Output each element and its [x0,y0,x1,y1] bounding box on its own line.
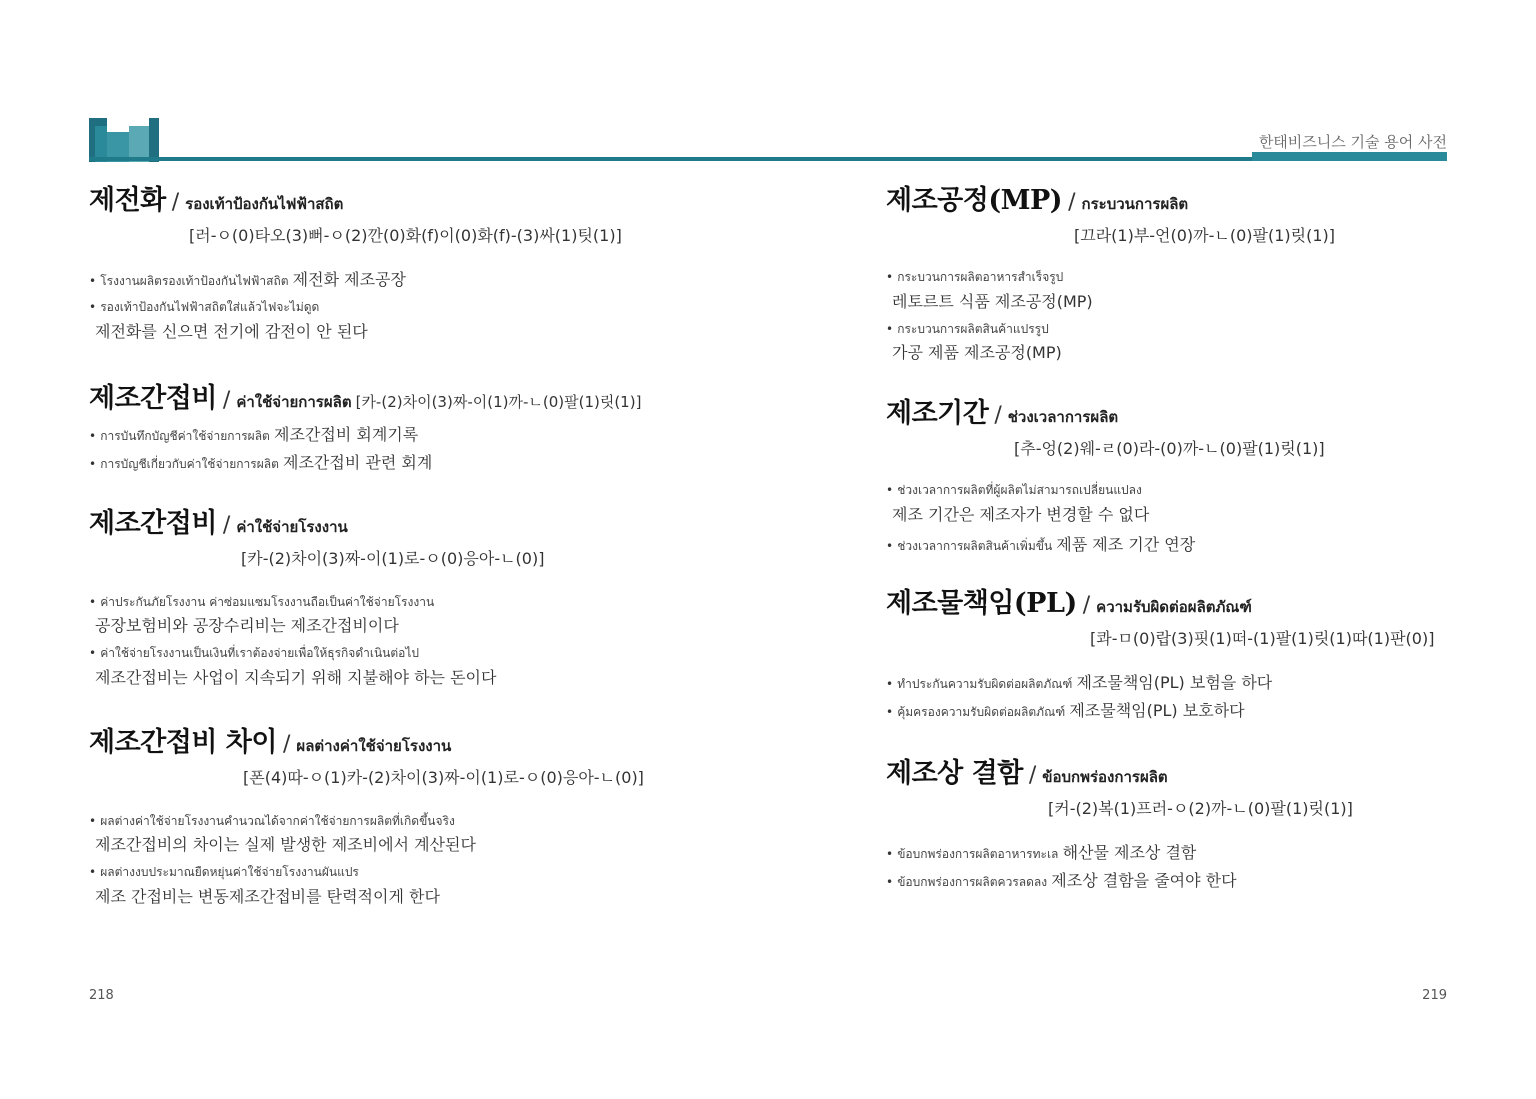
example-item: • กระบวนการผลิตอาหารสำเร็จรูป 레토르트 식품 제조공정(MP) [886,270,1093,311]
entry-thai-term: ช่วงเวลาการผลิต [1007,408,1119,426]
header-title-underline [1252,152,1447,161]
page-header [0,0,1536,170]
entry-pronunciation: [러-ㅇ(0)타오(3)뻐-ㅇ(2)깐(0)화(f)이(0)화(f)-(3)싸(1)팃(1)] [189,226,622,245]
page-number-right: 219 [1422,988,1447,1003]
dictionary-entry: 제조간접비 차이 / ผลต่างค่าใช้จ่ายโรงงาน [폰(4)따-ㅇ(1)카-(2)차이(3)짜-이(1)로-ㅇ(0)응아-ㄴ(0)] • ผลต่างค่าใช้จ่ายโรงงานคำนวณได้จากค่าใช้จ่ายการผลิตที่เกิดขึ้นจริง 제조간접비의 차이는 실제 발생한 제조비에서 계산된다 • ผลต่างงบประมาณยืดหยุ่นค่าใช้จ่ายโรงงานผันแปร 제조 간접비는 변동제조간접비를 탄력적이게 한다 [89,720,679,909]
book-title: 한태비즈니스 기술 용어 사전 [1258,133,1447,151]
entry-pronunciation: [카-(2)차이(3)짜-이(1)로-ㅇ(0)응아-ㄴ(0)] [241,548,545,568]
entry-thai-term: กระบวนการผลิต [1081,195,1189,213]
example-item: • รองเท้าป้องกันไฟฟ้าสถิตใส่แล้วไฟจะไม่ดูด 제전화를 신으면 전기에 감전이 안 된다 [89,300,368,341]
example-item: • ช่วงเวลาการผลิตที่ผู้ผลิตไม่สามารถเปลี่ยนแปลง 제조 기간은 제조자가 변경할 수 없다 [886,483,1150,524]
book-logo-icon [89,118,159,162]
entry-thai-term: ความรับผิดต่อผลิตภัณฑ์ [1096,597,1252,616]
example-item: • ข้อบกพร่องการผลิตควรลดลง 제조상 결함을 줄여야 한다 [886,870,1237,890]
example-item: • คุ้มครองความรับผิดต่อผลิตภัณฑ์ 제조물책임(PL) 보호하다 [886,700,1245,720]
entry-thai-term: ค่าใช้จ่ายการผลิต [236,392,352,411]
dictionary-entry: 제조간접비 / ค่าใช้จ่ายการผลิต [카-(2)차이(3)짜-이(1)까-ㄴ(0)팔(1)릿(1)] • การบันทึกบัญชีค่าใช้จ่ายการผลิต 제조간접비 회계기록 • การบัญชีเกี่ยวกับค่าใช้จ่ายการผลิต 제조간접비 관련 회계 [89,376,679,475]
entry-term: 제조상 결함 [886,757,1023,789]
example-item: • ทำประกันความรับผิดต่อผลิตภัณฑ์ 제조물책임(PL) 보험을 하다 [886,672,1273,692]
entry-term: 제조간접비 [89,382,217,414]
dictionary-entry: 제조공정(MP) / กระบวนการผลิต [끄라(1)부-언(0)까-ㄴ(0)팔(1)릿(1)] • กระบวนการผลิตอาหารสำเร็จรูป 레토르트 식품 제조공정(MP) • กระบวนการผลิตสินค้าแปรรูป 가공 제품 제조공정(MP) [886,178,1476,365]
example-item: • การบันทึกบัญชีค่าใช้จ่ายการผลิต 제조간접비 회계기록 [89,424,419,444]
entry-pronunciation: [카-(2)차이(3)짜-이(1)까-ㄴ(0)팔(1)릿(1)] [355,392,642,411]
entry-pronunciation: [콰-ㅁ(0)랍(3)핏(1)떠-(1)팔(1)릿(1)따(1)판(0)] [1090,628,1435,648]
entry-term: 제조기간 [886,398,989,429]
dictionary-entry: 제조상 결함 / ข้อบกพร่องการผลิต [커-(2)복(1)프러-ㅇ(2)까-ㄴ(0)팔(1)릿(1)] • ข้อบกพร่องการผลิตอาหารทะเล 해산물 제조상 결함 • ข้อบกพร่องการผลิตควรลดลง 제조상 결함을 줄여야 한다 [886,751,1476,893]
example-item: • ผลต่างงบประมาณยืดหยุ่นค่าใช้จ่ายโรงงานผันแปร 제조 간접비는 변동제조간접비를 탄력적이게 한다 [89,865,440,906]
example-item: • ช่วงเวลาการผลิตสินค้าเพิ่มขึ้น 제품 제조 기간 연장 [886,534,1196,554]
example-item: • ค่าใช้จ่ายโรงงานเป็นเงินที่เราต้องจ่ายเพื่อให้ธุรกิจดำเนินต่อไป 제조간접비는 사업이 지속되기 위해 지불해야 하는 돈이다 [89,646,497,687]
entry-term: 제조공정(MP) [886,185,1063,216]
entry-pronunciation: [끄라(1)부-언(0)까-ㄴ(0)팔(1)릿(1)] [1074,226,1335,245]
dictionary-entry: 제조물책임(PL) / ความรับผิดต่อผลิตภัณฑ์ [콰-ㅁ(0)랍(3)핏(1)떠-(1)팔(1)릿(1)따(1)판(0)] • ทำประกันความรับผิดต่อผลิตภัณฑ์ 제조물책임(PL) 보험을 하다 • คุ้มครองความรับผิดต่อผลิตภัณฑ์ 제조물책임(PL) 보호하다 [886,581,1476,723]
right-page [886,170,1476,890]
entry-term: 제전화 [89,185,166,216]
header-rule [89,157,1447,161]
entry-term: 제조간접비 [89,507,217,539]
example-item: • กระบวนการผลิตสินค้าแปรรูป 가공 제품 제조공정(MP) [886,321,1062,362]
dictionary-entry: 제조기간 / ช่วงเวลาการผลิต [추-엉(2)웨-ㄹ(0)라-(0)까-ㄴ(0)팔(1)릿(1)] • ช่วงเวลาการผลิตที่ผู้ผลิตไม่สามารถเปลี่ยนแปลง 제조 기간은 제조자가 변경할 수 없다 • ช่วงเวลาการผลิตสินค้าเพิ่มขึ้น 제품 제조 기간 연장 [886,391,1476,557]
dictionary-entry: 제전화 / รองเท้าป้องกันไฟฟ้าสถิต [러-ㅇ(0)타오(3)뻐-ㅇ(2)깐(0)화(f)이(0)화(f)-(3)싸(1)팃(1)] • โรงงานผลิตรองเท้าป้องกันไฟฟ้าสถิต 제전화 제조공장 • รองเท้าป้องกันไฟฟ้าสถิตใส่แล้วไฟจะไม่ดูด 제전화를 신으면 전기에 감전이 안 된다 [89,178,679,344]
left-page [89,170,679,906]
entry-pronunciation: [추-엉(2)웨-ㄹ(0)라-(0)까-ㄴ(0)팔(1)릿(1)] [1014,439,1325,458]
example-item: • ผลต่างค่าใช้จ่ายโรงงานคำนวณได้จากค่าใช้จ่ายการผลิตที่เกิดขึ้นจริง 제조간접비의 차이는 실제 발생한 제조비에서 계산된다 [89,813,476,854]
example-item: • โรงงานผลิตรองเท้าป้องกันไฟฟ้าสถิต 제전화 제조공장 [89,270,406,289]
entry-pronunciation: [커-(2)복(1)프러-ㅇ(2)까-ㄴ(0)팔(1)릿(1)] [1048,798,1353,818]
entry-thai-term: ผลต่างค่าใช้จ่ายโรงงาน [296,736,452,755]
entry-pronunciation: [폰(4)따-ㅇ(1)카-(2)차이(3)짜-이(1)로-ㅇ(0)응아-ㄴ(0)] [243,767,644,787]
entry-term: 제조간접비 차이 [89,726,277,758]
entry-thai-term: ข้อบกพร่องการผลิต [1042,767,1168,786]
example-item: • ค่าประกันภัยโรงงาน ค่าซ่อมแซมโรงงานถือเป็นค่าใช้จ่ายโรงงาน 공장보험비와 공장수리비는 제조간접비이다 [89,594,435,635]
dictionary-entry: 제조간접비 / ค่าใช้จ่ายโรงงาน [카-(2)차이(3)짜-이(1)로-ㅇ(0)응아-ㄴ(0)] • ค่าประกันภัยโรงงาน ค่าซ่อมแซมโรงงานถือเป็นค่าใช้จ่ายโรงงาน 공장보험비와 공장수리비는 제조간접비이다 • ค่าใช้จ่ายโรงงานเป็นเงินที่เราต้องจ่ายเพื่อให้ธุรกิจดำเนินต่อไป 제조간접비는 사업이 지속되기 위해 지불해야 하는 돈이다 [89,501,679,690]
page-number-left: 218 [89,988,114,1003]
entry-thai-term: ค่าใช้จ่ายโรงงาน [236,517,348,536]
entry-thai-term: รองเท้าป้องกันไฟฟ้าสถิต [185,195,344,213]
entry-term: 제조물책임(PL) [886,587,1077,619]
example-item: • การบัญชีเกี่ยวกับค่าใช้จ่ายการผลิต 제조간접비 관련 회계 [89,452,433,472]
example-item: • ข้อบกพร่องการผลิตอาหารทะเล 해산물 제조상 결함 [886,842,1197,862]
